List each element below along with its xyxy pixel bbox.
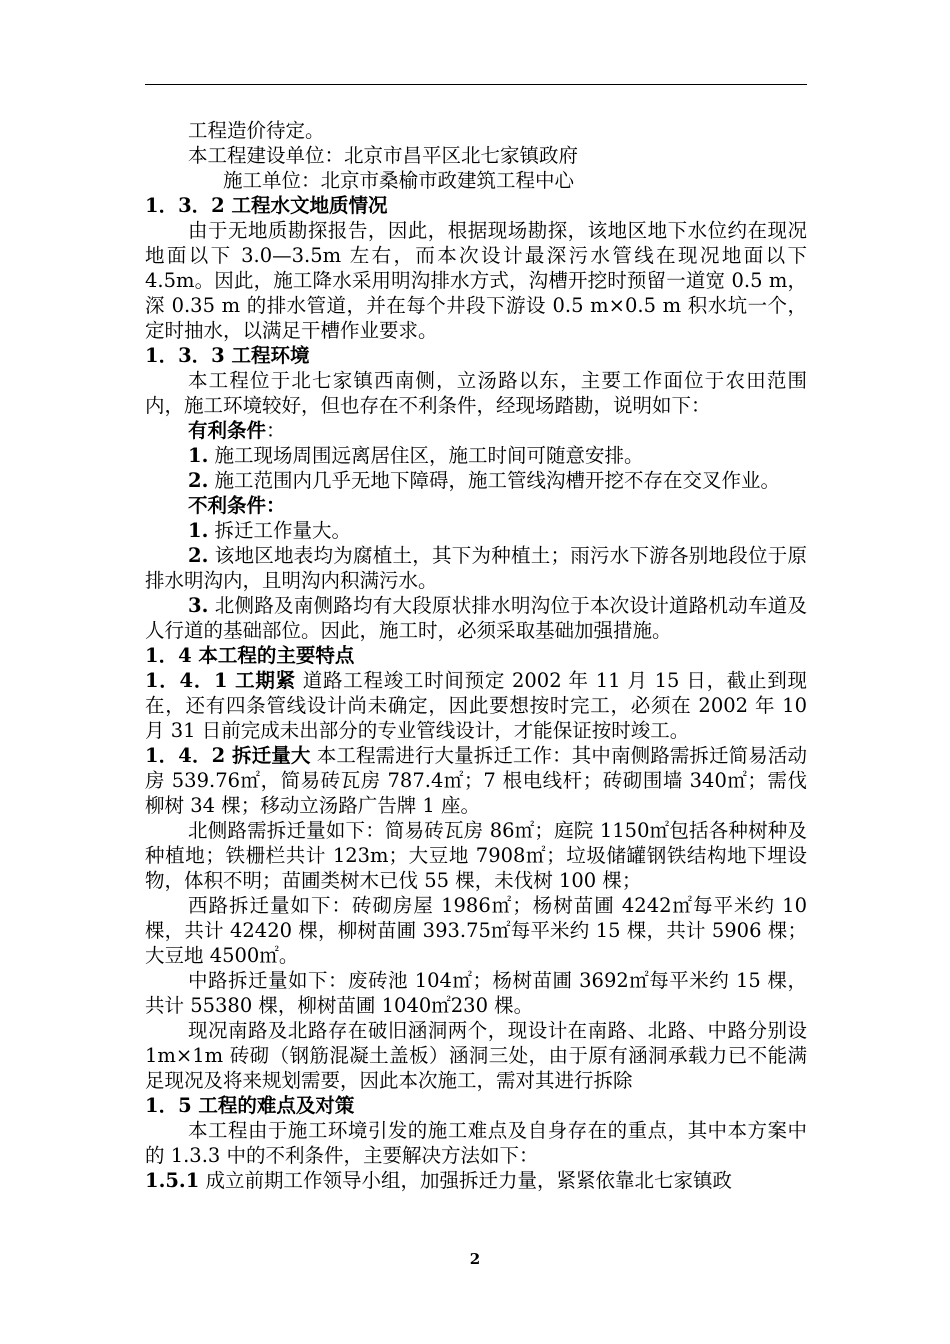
paragraph [145, 1118, 807, 1168]
bold-text: 3. [188, 594, 209, 617]
text-run: 本工程需进行大量拆迁工作：其中南侧路需拆迁简易活动房 539.76㎡，简易砖瓦房 787.4㎡；7 根电线杆；砖砌围墙 340㎡；需伐柳树 34 棵；移动立汤路广告牌 1 座。 [145, 744, 807, 817]
text-run: 1．3．2 工程水文地质情况 [145, 194, 388, 217]
paragraph [145, 543, 807, 593]
text-run: 1．5 工程的难点及对策 [145, 1094, 355, 1117]
text-run: 成立前期工作领导小组，加强拆迁力量，紧紧依靠北七家镇政 [199, 1169, 732, 1192]
paragraph [145, 368, 807, 418]
text-run: 该地区地表均为腐植土，其下为种植土；雨污水下游各别地段位于原排水明沟内，且明沟内积满污水。 [145, 544, 807, 592]
page-number: 2 [469, 1250, 481, 1268]
text-run: 施工范围内几乎无地下障碍，施工管线沟槽开挖不存在交叉作业。 [208, 469, 781, 492]
bold-text: 1.5.1 [145, 1169, 200, 1192]
section-heading [145, 343, 807, 368]
text-run: 1．3．3 工程环境 [145, 344, 310, 367]
paragraph [145, 668, 807, 743]
bold-text: 1．4．1 工期紧 [145, 669, 296, 692]
paragraph [145, 893, 807, 968]
paragraph [145, 418, 807, 443]
paragraph [145, 493, 807, 518]
text-run: 现况南路及北路存在破旧涵洞两个，现设计在南路、北路、中路分别设 1m×1m 砖砌（钢筋混凝土盖板）涵洞三处，由于原有涵洞承载力已不能满足现况及将来规划需要，因此本次施工，需对其进行拆除 [145, 1019, 807, 1092]
paragraph [145, 143, 807, 168]
text-run: 工程造价待定。 [188, 119, 325, 142]
paragraph [145, 743, 807, 818]
text-run: 道路工程竣工时间预定 2002 年 11 月 15 日，截止到现在，还有四条管线设计尚未确定，因此要想按时完工，必须在 2002 年 10 月 31 日前完成未出部分的专业管线设计，才能保证按时竣工。 [145, 669, 807, 742]
section-heading [145, 643, 807, 668]
paragraph [145, 443, 807, 468]
section-heading [145, 193, 807, 218]
paragraph [145, 968, 807, 1018]
header-rule [145, 84, 807, 85]
text-run: 本工程由于施工环境引发的施工难点及自身存在的重点，其中本方案中的 1.3.3 中的不利条件，主要解决方法如下： [145, 1119, 807, 1167]
section-heading [145, 1093, 807, 1118]
text-run: 拆迁工作量大。 [208, 519, 352, 542]
paragraph [145, 1168, 807, 1193]
paragraph [145, 593, 807, 643]
bold-text: 1. [188, 444, 209, 467]
bold-text: 1．4．2 拆迁量大 [145, 744, 311, 767]
paragraph [145, 818, 807, 893]
bold-text: 2. [188, 469, 209, 492]
text-run: 1．4 本工程的主要特点 [145, 644, 355, 667]
bold-text: 1. [188, 519, 209, 542]
text-run: 施工单位：北京市桑榆市政建筑工程中心 [223, 169, 575, 192]
bold-text: 2. [188, 544, 209, 567]
paragraph [145, 168, 807, 193]
paragraph [145, 468, 807, 493]
text-run: 施工现场周围远离居住区，施工时间可随意安排。 [208, 444, 644, 467]
paragraph [145, 518, 807, 543]
text-run: 本工程建设单位：北京市昌平区北七家镇政府 [188, 144, 579, 167]
paragraph [145, 218, 807, 343]
bold-text: 不利条件： [188, 494, 286, 517]
text-run: 西路拆迁量如下：砖砌房屋 1986㎡；杨树苗圃 4242㎡每平米约 10 棵，共计 42420 棵，柳树苗圃 393.75㎡每平米约 15 棵，共计 5906 棵；大豆地 4500㎡。 [145, 894, 807, 967]
document-body [145, 118, 807, 1193]
text-run: 由于无地质勘探报告，因此，根据现场勘探，该地区地下水位约在现况地面以下 3.0—3.5m 左右，而本次设计最深污水管线在现况地面以下 4.5m。因此，施工降水采用明沟排水方式，沟槽开挖时预留一道宽 0.5 m，深 0.35 m 的排水管道，并在每个井段下游设 0.5 m×0.5 m 积水坑一个，定时抽水，以满足干槽作业要求。 [145, 219, 807, 342]
text-run: 北侧路需拆迁量如下：简易砖瓦房 86㎡；庭院 1150㎡包括各种树种及种植地；铁栅栏共计 123m；大豆地 7908㎡；垃圾储罐钢铁结构地下埋设物，体积不明；苗圃类树木已伐 55 棵，未伐树 100 棵； [145, 819, 807, 892]
bold-text: 有利条件 [188, 419, 267, 442]
paragraph [145, 1018, 807, 1093]
text-run: ： [266, 419, 286, 442]
text-run: 北侧路及南侧路均有大段原状排水明沟位于本次设计道路机动车道及人行道的基础部位。因此，施工时，必须采取基础加强措施。 [145, 594, 807, 642]
paragraph [145, 118, 807, 143]
text-run: 中路拆迁量如下：废砖池 104㎡；杨树苗圃 3692㎡每平米约 15 棵，共计 55380 棵，柳树苗圃 1040㎡230 棵。 [145, 969, 807, 1017]
text-run: 本工程位于北七家镇西南侧，立汤路以东，主要工作面位于农田范围内，施工环境较好，但也存在不利条件，经现场踏勘，说明如下： [145, 369, 807, 417]
